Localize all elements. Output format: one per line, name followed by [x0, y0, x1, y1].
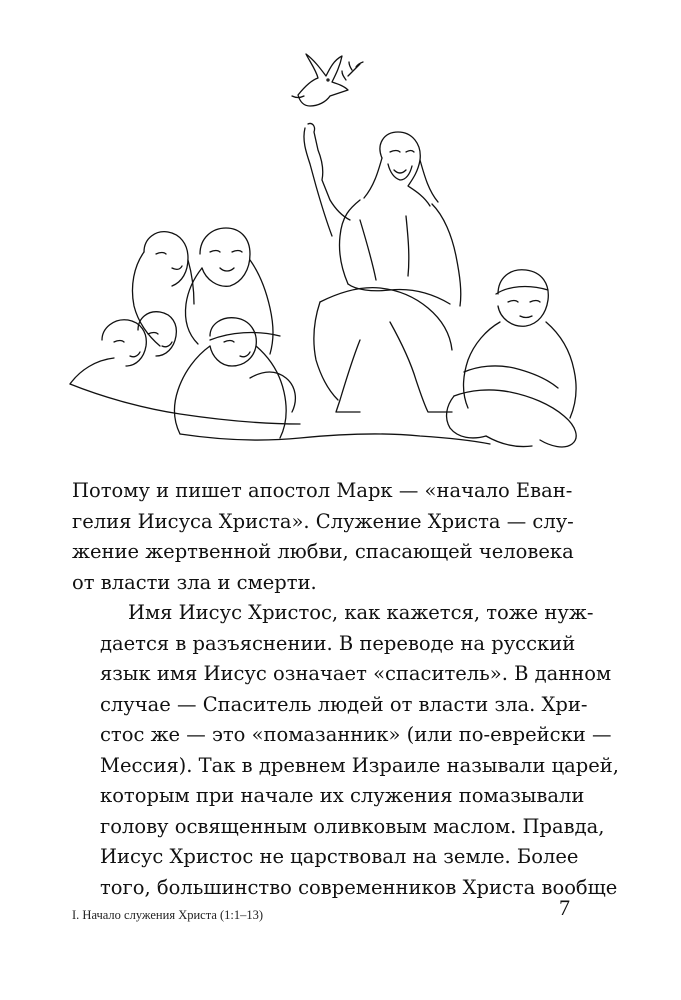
page-number: 7: [559, 895, 570, 920]
jesus-figure: [304, 123, 461, 412]
christ-teaching-disciples-illustration: [60, 40, 620, 460]
disciples-group-left: [70, 228, 300, 438]
text-line: случае — Спаситель людей от власти зла. Хри-: [100, 692, 588, 716]
running-title: I. Начало служения Христа (1:1–13): [72, 908, 264, 922]
text-line: Имя Иисус Христос, как кажется, тоже нуж-: [128, 601, 594, 624]
text-line: Мессия). Так в древнем Израиле называли царей,: [100, 753, 619, 777]
body-text: [72, 476, 619, 903]
text-line: того, большинство современников Христа вообще: [100, 875, 618, 899]
disciple-right: [447, 270, 577, 447]
text-line: дается в разъяснении. В переводе на русский: [100, 631, 576, 655]
text-line: жение жертвенной любви, спасающей человека: [72, 540, 574, 563]
text-line: от власти зла и смерти.: [72, 570, 317, 594]
text-line: стос же — это «помазанник» (или по-еврейски —: [100, 723, 612, 746]
dove-with-olive-branch-icon: [292, 54, 363, 106]
text-line: Потому и пишет апостол Марк — «начало Еван-: [72, 479, 573, 502]
ground-line: [180, 434, 490, 444]
text-line: Иисус Христос не царствовал на земле. Более: [100, 845, 579, 868]
paragraph-2: [72, 598, 619, 903]
text-line: которым при начале их служения помазывали: [100, 784, 585, 807]
text-line: язык имя Иисус означает «спаситель». В данном: [100, 662, 612, 685]
text-line: гелия Иисуса Христа». Служение Христа — слу-: [72, 509, 574, 533]
paragraph-1: [72, 476, 574, 598]
text-line: голову освященным оливковым маслом. Правда,: [100, 814, 605, 838]
